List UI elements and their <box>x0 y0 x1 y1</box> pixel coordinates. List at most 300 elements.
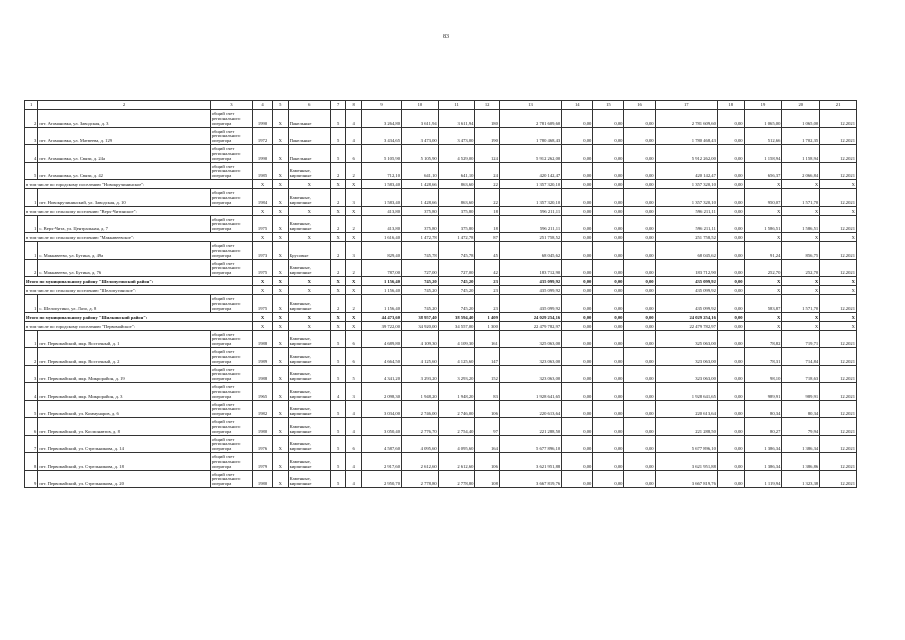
table-cell: X <box>288 233 330 242</box>
table-cell: 2 <box>330 215 346 233</box>
table-cell: 727,00 <box>438 259 475 277</box>
table-cell: X <box>820 286 857 295</box>
table-cell: 4 689,80 <box>361 330 401 348</box>
table-cell: 190 <box>475 127 499 145</box>
table-cell: 0,00 <box>717 127 744 145</box>
table-cell: 5 <box>330 330 346 348</box>
table-cell: X <box>330 286 346 295</box>
table-cell: 0,00 <box>624 418 655 436</box>
table-cell: 0,00 <box>593 348 624 366</box>
table-cell: 2 <box>330 189 346 207</box>
table-cell: X <box>273 259 289 277</box>
table-cell: 0,00 <box>717 110 744 128</box>
header-number-cell: 5 <box>273 101 289 110</box>
table-cell: 0,00 <box>624 470 655 488</box>
table-cell: 12.2021 <box>820 365 857 383</box>
table-cell: 6 <box>25 418 38 436</box>
table-cell: 2 754,40 <box>438 418 475 436</box>
table-cell: 0,00 <box>593 233 624 242</box>
table-cell: 80,27 <box>744 418 782 436</box>
table-cell: пгт. Первомайский, мкр. Восточный, д. 1 <box>38 330 210 348</box>
table-cell: 0,00 <box>624 286 655 295</box>
header-number-cell: 7 <box>330 101 346 110</box>
table-cell: 950,07 <box>744 189 782 207</box>
table-cell: с. Верх-Чита, ул. Центральная, д. 7 <box>38 215 210 233</box>
header-number-cell: 10 <box>402 101 439 110</box>
table-cell: 106 <box>475 453 499 471</box>
table-cell: 745,20 <box>402 286 439 295</box>
table-cell: 1965 <box>253 383 273 401</box>
table-cell: 0,00 <box>717 348 744 366</box>
table-cell: 1980 <box>253 418 273 436</box>
table-cell: 0,00 <box>717 277 744 286</box>
table-cell: 0,00 <box>624 400 655 418</box>
table-cell: 0,00 <box>624 110 655 128</box>
header-number-cell: 4 <box>253 101 273 110</box>
table-cell: Каменные, кирпичные <box>288 330 330 348</box>
table-row <box>25 383 857 401</box>
header-number-cell: 1 <box>25 101 38 110</box>
table-cell: 12.2021 <box>820 162 857 180</box>
table-cell: 1 586,51 <box>782 215 820 233</box>
table-cell: 1 <box>25 189 38 207</box>
table-cell: Панельные <box>288 145 330 163</box>
table-cell: 4 095,60 <box>402 435 439 453</box>
table-row <box>25 110 857 128</box>
subtotal-row <box>25 312 857 321</box>
table-cell: 0,00 <box>562 215 593 233</box>
table-cell: 2 781 609,60 <box>499 110 561 128</box>
subtotal-row <box>25 233 857 242</box>
table-cell: 0,00 <box>624 348 655 366</box>
table-cell: 1984 <box>253 189 273 207</box>
table-cell: 1 065,00 <box>782 110 820 128</box>
table-cell: 0,00 <box>562 400 593 418</box>
table-cell: 34 557,00 <box>438 321 475 330</box>
table-cell: X <box>288 180 330 189</box>
table-cell: 1990 <box>253 110 273 128</box>
table-cell: 0,00 <box>624 233 655 242</box>
table-cell: 0,00 <box>593 145 624 163</box>
table-cell: 0,00 <box>717 312 744 321</box>
table-cell: 0,00 <box>593 110 624 128</box>
table-cell: 3 <box>25 365 38 383</box>
table-cell: с. Шелопугино, ул. Лазо, д. 8 <box>38 295 210 313</box>
table-cell: 12.2021 <box>820 242 857 260</box>
table-cell: 5 105,90 <box>402 145 439 163</box>
table-row <box>25 242 857 260</box>
table-cell: X <box>744 321 782 330</box>
table-cell: X <box>253 233 273 242</box>
table-cell: 18 <box>475 215 499 233</box>
table-cell: 0,00 <box>562 162 593 180</box>
table-cell: 79,94 <box>782 418 820 436</box>
table-cell: X <box>782 321 820 330</box>
table-cell: 1 702,35 <box>782 127 820 145</box>
table-cell: Каменные, кирпичные <box>288 383 330 401</box>
table-cell: 0,00 <box>593 206 624 215</box>
table-cell: 1 948,20 <box>438 383 475 401</box>
header-number-cell: 3 <box>210 101 252 110</box>
table-cell: 0,00 <box>593 242 624 260</box>
table-cell: 4 587,60 <box>361 435 401 453</box>
table-cell: 78,31 <box>744 348 782 366</box>
table-cell: пгт. Атамановка, ул. Связи, д. 42 <box>38 162 210 180</box>
table-cell: 512,66 <box>744 127 782 145</box>
table-cell: 1 158,94 <box>782 145 820 163</box>
table-cell: 745,20 <box>402 277 439 286</box>
table-cell: X <box>330 321 346 330</box>
table-cell: 0,00 <box>624 435 655 453</box>
table-cell: 1 571,70 <box>782 189 820 207</box>
table-cell: 4 <box>25 145 38 163</box>
table-cell: 23 <box>475 295 499 313</box>
table-cell: 1972 <box>253 127 273 145</box>
table-cell: 0,00 <box>562 110 593 128</box>
table-cell: 5 912 262,00 <box>499 145 561 163</box>
table-cell: 5 <box>330 145 346 163</box>
table-cell: 0,00 <box>717 259 744 277</box>
table-cell: 0,00 <box>624 321 655 330</box>
table-cell: 718,63 <box>782 365 820 383</box>
table-cell: 375,80 <box>438 206 475 215</box>
table-cell: 0,00 <box>717 365 744 383</box>
table-cell: 0,00 <box>717 470 744 488</box>
table-cell: 5 <box>25 400 38 418</box>
table-cell: 745,20 <box>438 286 475 295</box>
table-cell: 641,10 <box>402 162 439 180</box>
table-cell: 12.2021 <box>820 330 857 348</box>
table-cell: Каменные, кирпичные <box>288 418 330 436</box>
table-cell: 1979 <box>253 453 273 471</box>
table-cell: 3 621 951,88 <box>655 453 717 471</box>
table-cell: 4 125,60 <box>402 348 439 366</box>
table-cell: 3 473,00 <box>402 127 439 145</box>
table-cell: 0,00 <box>717 330 744 348</box>
table-cell: пгт. Первомайский, мкр. Микрорайон, д. 3 <box>38 383 210 401</box>
table-row <box>25 348 857 366</box>
header-number-cell: 21 <box>820 101 857 110</box>
table-cell: 1 357 320,10 <box>499 180 561 189</box>
table-cell: 1 119,94 <box>744 470 782 488</box>
table-cell: 0,00 <box>593 215 624 233</box>
table-cell: X <box>346 312 362 321</box>
table-cell: Каменные, кирпичные <box>288 348 330 366</box>
table-cell: 727,00 <box>402 259 439 277</box>
table-cell: общий счет регионального оператора <box>210 453 252 471</box>
table-cell: 1 428,66 <box>402 180 439 189</box>
table-cell: 1990 <box>253 145 273 163</box>
table-cell: 0,00 <box>624 453 655 471</box>
table-cell: 745,78 <box>438 242 475 260</box>
table-cell: X <box>273 215 289 233</box>
table-cell: X <box>820 277 857 286</box>
table-cell: 9 <box>25 470 38 488</box>
table-cell: 5 <box>346 365 362 383</box>
table-cell: X <box>273 145 289 163</box>
table-cell: 1973 <box>253 242 273 260</box>
table-cell: 152 <box>475 365 499 383</box>
table-cell: X <box>744 286 782 295</box>
table-cell: 2 776,70 <box>402 418 439 436</box>
table-cell: 23 <box>475 286 499 295</box>
table-cell: 0,00 <box>624 330 655 348</box>
table-cell: 12.2021 <box>820 453 857 471</box>
table-cell: 714,84 <box>782 348 820 366</box>
table-cell: 0,00 <box>624 277 655 286</box>
table-cell: 4 095,60 <box>438 435 475 453</box>
table-cell: 5 <box>330 470 346 488</box>
table-cell: 4 <box>346 470 362 488</box>
subtotal-row <box>25 321 857 330</box>
table-cell: 164 <box>475 435 499 453</box>
table-cell: 0,00 <box>624 312 655 321</box>
table-cell: пгт. Первомайский, ул. Стрельникова, д. 14 <box>38 435 210 453</box>
table-cell: 583,87 <box>744 295 782 313</box>
header-number-cell: 18 <box>717 101 744 110</box>
table-cell: 712,10 <box>361 162 401 180</box>
table-cell: 0,00 <box>624 162 655 180</box>
table-cell: 0,00 <box>593 383 624 401</box>
table-cell: Панельные <box>288 127 330 145</box>
table-cell: 1 065,00 <box>744 110 782 128</box>
table-cell: 0,00 <box>717 215 744 233</box>
table-cell: 2 <box>330 242 346 260</box>
table-cell: 5 677 896,10 <box>499 435 561 453</box>
table-cell: 4 664,50 <box>361 348 401 366</box>
table-cell: 1 472,78 <box>402 233 439 242</box>
table-cell: 24 029 254,16 <box>499 312 561 321</box>
table-cell: X <box>288 286 330 295</box>
table-cell: 0,00 <box>562 277 593 286</box>
table-cell: 1 616,40 <box>361 233 401 242</box>
table-cell: общий счет регионального оператора <box>210 242 252 260</box>
header-number-cell: 12 <box>475 101 499 110</box>
table-cell: X <box>253 277 273 286</box>
table-cell: 596 211,11 <box>499 215 561 233</box>
table-cell: 1975 <box>253 259 273 277</box>
table-cell: X <box>273 189 289 207</box>
table-cell: 2 612,60 <box>438 453 475 471</box>
table-cell: пгт. Первомайский, мкр. Микрорайон, д. 19 <box>38 365 210 383</box>
table-cell: X <box>744 233 782 242</box>
table-cell: X <box>346 206 362 215</box>
table-cell: 0,00 <box>562 435 593 453</box>
table-cell: 0,00 <box>717 321 744 330</box>
table-cell: 0,00 <box>593 321 624 330</box>
table-cell: 6 <box>346 145 362 163</box>
table-cell: 1975 <box>253 215 273 233</box>
table-cell: 0,00 <box>624 259 655 277</box>
table-cell: общий счет регионального оператора <box>210 435 252 453</box>
table-cell: общий счет регионального оператора <box>210 259 252 277</box>
table-cell: пгт. Первомайский, ул. Стрельникова, д. 18 <box>38 453 210 471</box>
table-cell: 0,00 <box>593 180 624 189</box>
table-row <box>25 259 857 277</box>
table-cell: X <box>273 321 289 330</box>
table-cell: общий счет регионального оператора <box>210 383 252 401</box>
table-cell: 0,00 <box>717 418 744 436</box>
table-cell: общий счет регионального оператора <box>210 189 252 207</box>
table-cell: 45 <box>475 242 499 260</box>
table-cell: 12.2021 <box>820 470 857 488</box>
subtotal-row <box>25 180 857 189</box>
table-cell: 1 357 320,10 <box>655 189 717 207</box>
table-cell: общий счет регионального оператора <box>210 470 252 488</box>
table-cell: 78,82 <box>744 330 782 348</box>
table-cell: X <box>782 277 820 286</box>
table-cell: 0,00 <box>562 365 593 383</box>
table-cell: 68 045,62 <box>499 242 561 260</box>
table-cell: 1 386,86 <box>782 453 820 471</box>
table-cell: 0,00 <box>562 348 593 366</box>
header-number-cell: 11 <box>438 101 475 110</box>
table-cell: 251 758,52 <box>655 233 717 242</box>
table-cell: 12.2021 <box>820 215 857 233</box>
table-cell: 221 288,50 <box>655 418 717 436</box>
table-cell: 4 <box>346 418 362 436</box>
table-cell: 0,00 <box>593 127 624 145</box>
table-cell: 4 <box>330 383 346 401</box>
subtotal-label: в том числе по сельскому поселению "Маккавеевское": <box>25 233 253 242</box>
table-cell: X <box>273 162 289 180</box>
header-number-cell: 8 <box>346 101 362 110</box>
table-cell: 1 156,40 <box>361 295 401 313</box>
table-cell: 1 583,40 <box>361 189 401 207</box>
table-cell: X <box>273 383 289 401</box>
table-cell: 0,00 <box>593 400 624 418</box>
table-cell: 2 <box>346 259 362 277</box>
table-cell: 323 063,00 <box>499 365 561 383</box>
table-cell: 4 <box>346 453 362 471</box>
table-cell: X <box>346 180 362 189</box>
table-cell: 0,00 <box>717 453 744 471</box>
table-cell: 0,00 <box>593 259 624 277</box>
table-cell: 1980 <box>253 470 273 488</box>
table-cell: 0,00 <box>593 286 624 295</box>
table-cell: 0,00 <box>717 162 744 180</box>
table-cell: X <box>782 206 820 215</box>
table-cell: 0,00 <box>562 321 593 330</box>
subtotal-row <box>25 277 857 286</box>
table-cell: общий счет регионального оператора <box>210 215 252 233</box>
table-cell: 12.2021 <box>820 418 857 436</box>
capital-repair-table <box>24 100 857 488</box>
table-cell: общий счет регионального оператора <box>210 348 252 366</box>
table-cell: X <box>330 277 346 286</box>
table-cell: 0,00 <box>717 145 744 163</box>
table-cell: 12.2021 <box>820 259 857 277</box>
table-row <box>25 400 857 418</box>
table-cell: 12.2021 <box>820 295 857 313</box>
table-cell: 0,00 <box>562 470 593 488</box>
table-cell: 5 <box>330 453 346 471</box>
table-cell: 3 264,80 <box>361 110 401 128</box>
table-cell: 6 <box>346 435 362 453</box>
table-cell: 0,00 <box>562 180 593 189</box>
table-cell: 8 <box>25 453 38 471</box>
table-cell: 325 063,00 <box>499 330 561 348</box>
table-cell: 4 341,20 <box>361 365 401 383</box>
table-cell: 1 386,34 <box>782 435 820 453</box>
table-cell: X <box>782 286 820 295</box>
table-cell: 5 <box>330 400 346 418</box>
table-cell: 12.2021 <box>820 383 857 401</box>
table-cell: 989,91 <box>744 383 782 401</box>
table-cell: 0,00 <box>717 383 744 401</box>
table-cell: пгт. Атамановка, ул. Заводская, д. 3 <box>38 110 210 128</box>
table-cell: 2 746,00 <box>402 400 439 418</box>
table-cell: X <box>782 233 820 242</box>
table-cell: 87 <box>475 233 499 242</box>
table-cell: 183 712,90 <box>655 259 717 277</box>
subtotal-label: в том числе по городскому поселению "Первомайское": <box>25 321 253 330</box>
table-cell: 1982 <box>253 400 273 418</box>
table-cell: 4 109,30 <box>402 330 439 348</box>
table-cell: 5 <box>330 365 346 383</box>
table-cell: 1976 <box>253 435 273 453</box>
header-number-cell: 14 <box>562 101 593 110</box>
table-cell: Каменные, кирпичные <box>288 295 330 313</box>
table-cell: X <box>288 312 330 321</box>
table-cell: 1985 <box>253 162 273 180</box>
table-cell: 3 <box>25 127 38 145</box>
table-cell: 596 211,11 <box>655 215 717 233</box>
subtotal-label: в том числе по сельскому поселению "Верх-Читинское": <box>25 206 253 215</box>
table-cell: пгт. Первомайский, мкр. Восточный, д. 2 <box>38 348 210 366</box>
table-cell: 1 428,66 <box>402 189 439 207</box>
table-cell: пгт. Первомайский, ул. Стрельникова, д. 20 <box>38 470 210 488</box>
table-cell: X <box>273 418 289 436</box>
table-cell: X <box>744 180 782 189</box>
table-cell: 3 621 951,88 <box>499 453 561 471</box>
table-cell: 596 211,11 <box>499 206 561 215</box>
header-number-row <box>25 101 857 110</box>
table-cell: 0,00 <box>593 330 624 348</box>
table-cell: 0,00 <box>593 365 624 383</box>
table-cell: 4 <box>346 400 362 418</box>
table-cell: 3 293,20 <box>438 365 475 383</box>
table-cell: X <box>253 286 273 295</box>
table-cell: 3 473,00 <box>438 127 475 145</box>
table-cell: пгт. Атамановка, ул. Связи, д. 24а <box>38 145 210 163</box>
table-cell: X <box>820 180 857 189</box>
table-cell: 0,00 <box>717 242 744 260</box>
table-cell: 80,34 <box>782 400 820 418</box>
table-cell: 251 758,52 <box>499 233 561 242</box>
subtotal-row <box>25 206 857 215</box>
subtotal-label: в том числе по городскому поселению "Новокручининское": <box>25 180 253 189</box>
table-cell: X <box>273 330 289 348</box>
table-cell: 1 571,70 <box>782 295 820 313</box>
table-cell: 12.2021 <box>820 110 857 128</box>
table-cell: 0,00 <box>717 435 744 453</box>
table-cell: X <box>273 365 289 383</box>
table-cell: 97 <box>475 418 499 436</box>
table-cell: 5 677 896,10 <box>655 435 717 453</box>
table-cell: 220 613,64 <box>499 400 561 418</box>
header-number-cell: 2 <box>38 101 210 110</box>
table-cell: 787,00 <box>361 259 401 277</box>
table-cell: общий счет регионального оператора <box>210 127 252 145</box>
table-cell: 0,00 <box>717 295 744 313</box>
table-cell: X <box>346 286 362 295</box>
table-cell: 0,00 <box>593 162 624 180</box>
table-cell: 435 099,92 <box>499 277 561 286</box>
table-cell: 39 722,00 <box>361 321 401 330</box>
table-cell: 0,00 <box>562 233 593 242</box>
table-cell: 0,00 <box>593 189 624 207</box>
